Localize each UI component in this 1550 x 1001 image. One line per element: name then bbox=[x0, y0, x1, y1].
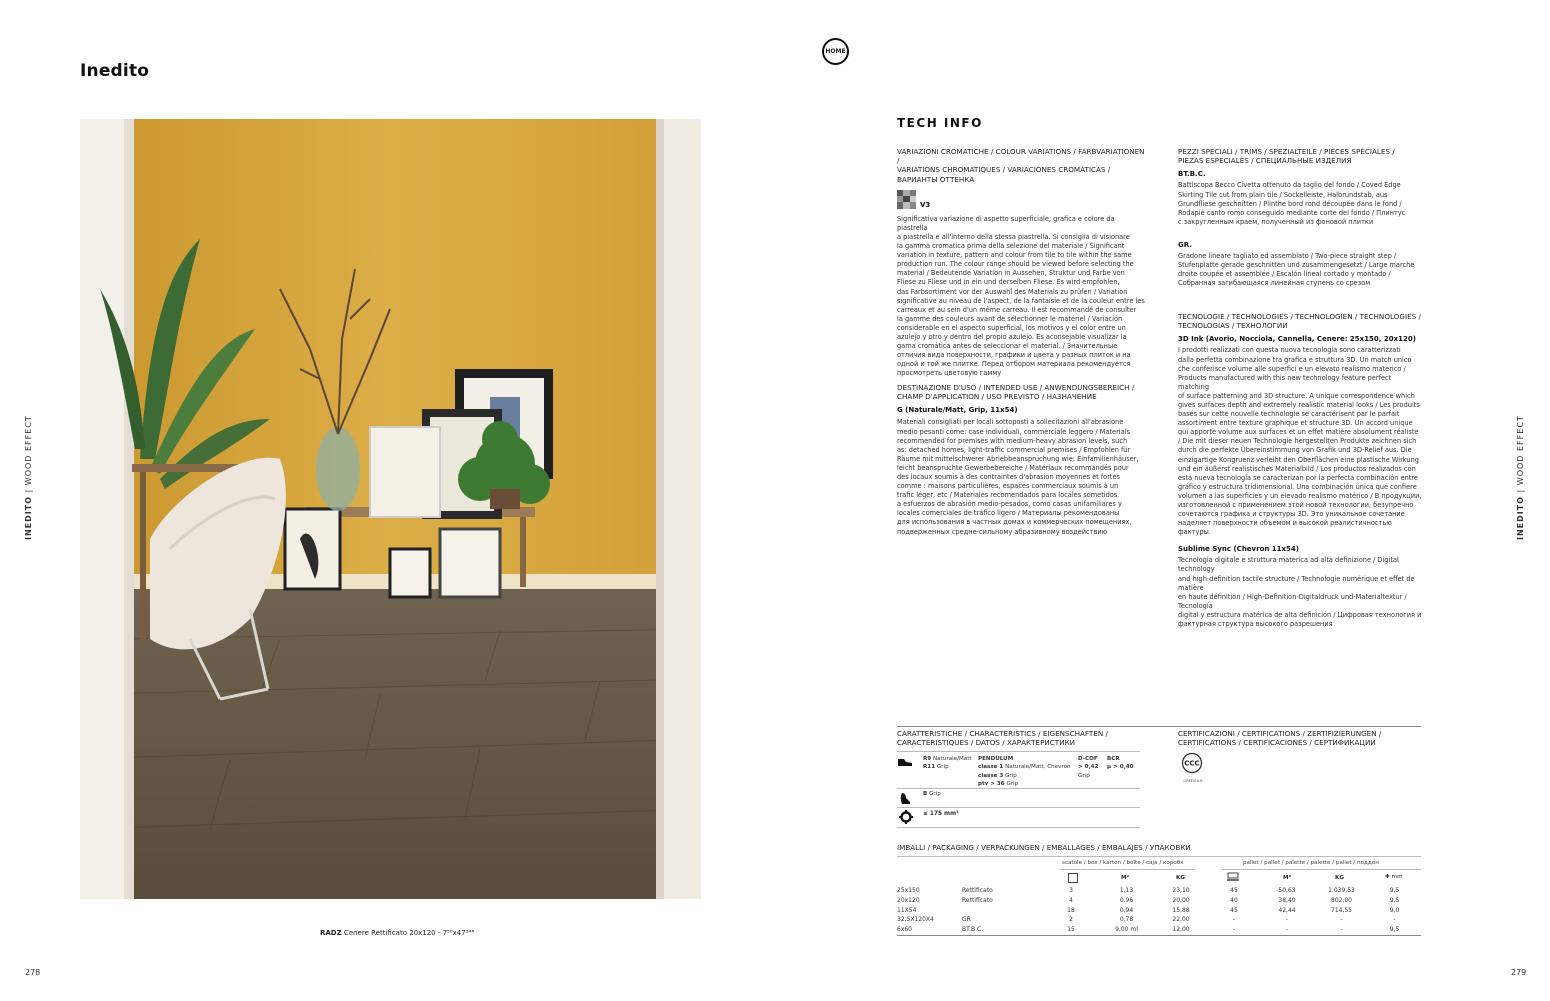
table-row bbox=[897, 896, 1421, 906]
side-label-bold: INEDITO bbox=[24, 495, 33, 540]
body-line: a piastrella e all'interno della stessa piastrella. Si consiglia di visionare bbox=[897, 233, 1130, 241]
packaging-pallet-group: pallet / pallet / palette / palette / pallet / поддон bbox=[1243, 860, 1379, 866]
table-cell: 15,88 bbox=[1172, 906, 1190, 914]
characteristics-rule bbox=[897, 788, 1140, 789]
body-line: наделяет поверхности объемом и высокой реалистичностью фактуры. bbox=[1178, 519, 1392, 537]
table-cell: 11X54 bbox=[897, 906, 917, 914]
dcof-label: D-COF bbox=[1078, 756, 1098, 762]
technology-description bbox=[1178, 346, 1423, 537]
table-row bbox=[897, 915, 1421, 925]
header-line: DESTINAZIONE D'USO / INTENDED USE / ANWENDUNGSBEREICH / bbox=[897, 383, 1135, 392]
header-line: CERTIFICAZIONI / CERTIFICATIONS / ZERTIFIZIERUNGEN / bbox=[1178, 729, 1382, 738]
table-cell: 42,44 bbox=[1278, 906, 1296, 914]
body-line: einzigartige Kongruenz verleiht den Oberflächen eine plastische Wirkung bbox=[1178, 455, 1419, 464]
body-line: Rodapié canto romo conseguido mediante corte del fondo / Плинтус bbox=[1178, 208, 1406, 217]
table-cell: GR bbox=[962, 916, 971, 924]
body-line: gráfico y estructura tridimensional. Una combinación única que confiere bbox=[1178, 482, 1417, 491]
table-cell: 4 bbox=[1069, 897, 1073, 905]
table-cell: 1,13 bbox=[1119, 887, 1134, 895]
certifications-header bbox=[1178, 729, 1423, 747]
body-line: отличия вида поверхности, графики и цвета у разных плиток и на bbox=[897, 351, 1131, 360]
body-line: locales comerciales de tráfico ligero / Материалы рекомендованы bbox=[897, 509, 1120, 518]
body-line: basés sur cette nouvelle technologie se caractérisent par le parfait bbox=[1178, 410, 1400, 419]
table-cell: 9,5 bbox=[1389, 887, 1400, 895]
body-line: Grundfliese geschnitten / Plinthe bord rond découpée dans le fond / bbox=[1178, 199, 1402, 208]
body-line: Products manufactured with this new technology feature perfect matching bbox=[1178, 373, 1392, 391]
body-line: gama cromática antes de seleccionar el material. / Значительные bbox=[897, 342, 1118, 351]
table-cell: 6x60 bbox=[897, 926, 913, 934]
trim-code: GR. bbox=[1178, 240, 1192, 249]
table-row bbox=[897, 905, 1421, 915]
body-line: en haute définition / High-Definition-Digitaldruck und-Materialtextur / Tecnología bbox=[1178, 592, 1407, 610]
body-line: Significativa variazione di aspetto superficiale, grafica e colore da piastrella bbox=[897, 214, 1115, 232]
pallet-m2-header: M² bbox=[1283, 875, 1292, 881]
table-cell: - bbox=[1232, 926, 1236, 934]
characteristics-rule bbox=[897, 807, 1140, 808]
classe3-note: Grip bbox=[1005, 772, 1017, 779]
table-cell: - bbox=[1340, 926, 1343, 934]
table-cell: 18 bbox=[1067, 906, 1075, 914]
body-line: qui apporte volume aux surfaces et un effet matière absolument réaliste bbox=[1178, 428, 1419, 437]
room-illustration bbox=[80, 119, 701, 899]
header-line: CERTIFICATIONS / CERTIFICACIONES / СЕРТИФИКАЦИИ bbox=[1178, 738, 1376, 748]
ccc-certification-icon bbox=[1178, 753, 1206, 775]
body-line: trafic léger, etc / Materiales recomendados para locales sometidos bbox=[897, 491, 1118, 500]
slip-resistance-row bbox=[897, 755, 1140, 789]
body-line: significative au niveau de l'aspect, de la fantaisie et de la couleur entre les bbox=[897, 296, 1145, 305]
tech-info-title: TECH INFO bbox=[897, 116, 983, 130]
body-line: подверженных средне-сильному абразивному воздействию bbox=[897, 527, 1108, 536]
color-variation-body bbox=[897, 215, 1147, 379]
pendulum-values bbox=[978, 755, 1071, 788]
table-cell: - bbox=[1340, 916, 1343, 924]
trim-code: BT.B.C. bbox=[1178, 170, 1206, 179]
table-row bbox=[897, 925, 1421, 935]
interior-photo bbox=[80, 119, 701, 899]
header-line: ВАРИАНТЫ ОТТЕНКА bbox=[897, 174, 975, 184]
table-cell: 32,5X120X4 bbox=[897, 916, 934, 924]
bcr-value: μ > 0,40 bbox=[1107, 764, 1134, 771]
body-line: recommended for premises with medium-heavy abrasion levels, such bbox=[897, 436, 1128, 445]
body-line: digital y estructura matérica de alta definición / Цифровая технология и bbox=[1178, 610, 1422, 619]
characteristics-rule bbox=[897, 827, 1140, 828]
characteristics-section bbox=[897, 729, 1140, 747]
r11-value: R11 bbox=[923, 764, 936, 771]
body-line: a esfuerzos de abrasión medio-pesados, como casas unifamiliares y bbox=[897, 500, 1122, 509]
body-line: das Farbsortiment vor der Auswahl des Materials zu prüfen / Variation bbox=[897, 287, 1128, 296]
variation-code-row bbox=[897, 190, 1147, 209]
header-line: PEZZI SPECIALI / TRIMS / SPEZIALTEILE / PIÈCES SPÉCIALES / bbox=[1178, 147, 1395, 156]
variation-swatch-icon bbox=[897, 190, 916, 209]
packaging-group-rule bbox=[1222, 869, 1421, 870]
body-line: che conferisce volume alle superfici e un elevato realismo materico / bbox=[1178, 364, 1406, 373]
dcof-value: > 0,42 bbox=[1078, 764, 1099, 771]
side-label-rest: | WOOD EFFECT bbox=[1516, 415, 1525, 496]
body-line: of surface patterning and 3D structure. A unique correspondence which bbox=[1178, 391, 1415, 400]
header-line: VARIATIONS CHROMATIQUES / VARIACIONES CROMÁTICAS / bbox=[897, 165, 1111, 175]
body-line: des locaux soumis à des contraintes d'abrasion moyennes et fortes bbox=[897, 472, 1120, 481]
body-line: I prodotti realizzati con questa nuova tecnologia sono caratterizzati bbox=[1178, 346, 1401, 355]
packaging-box-group: scatole / box / karton / boîte / caja / коробк bbox=[1062, 860, 1184, 866]
trims-header bbox=[1178, 147, 1423, 165]
body-line: comme : maisons particulières, espaces commerciaux soumis à un bbox=[897, 482, 1119, 491]
body-line: Räume mit mittelschwerer Abriebbeanspruchung wie: Einfamilienhäuser, bbox=[897, 454, 1139, 463]
intended-use-sub: G (Naturale/Matt, Grip, 11x54) bbox=[897, 406, 1018, 415]
table-cell: BT.B.C. bbox=[962, 926, 984, 934]
table-cell: 9,0 bbox=[1389, 906, 1400, 914]
technology-description bbox=[1178, 556, 1423, 629]
body-line: gives surfaces depth and extremely realistic material looks / Les produits bbox=[1178, 400, 1420, 409]
table-cell: 0,94 bbox=[1119, 906, 1134, 914]
box-m2-header: M² bbox=[1121, 875, 1130, 881]
box-kg-header: KG bbox=[1176, 875, 1185, 881]
color-variation-section bbox=[897, 147, 1147, 379]
table-cell: - bbox=[1285, 926, 1289, 934]
table-cell: 3 bbox=[1069, 887, 1073, 895]
packaging-bottom-rule bbox=[897, 935, 1421, 936]
thickness-unit: mm bbox=[1391, 874, 1403, 880]
body-line: la gamma cromatica prima della selezione del materiale / Significant bbox=[897, 242, 1125, 251]
body-line: для использования в частных домах и коммерческих помещениях, bbox=[897, 518, 1132, 527]
characteristics-rule bbox=[897, 751, 1140, 752]
ptv-value: ptv > 36 bbox=[978, 780, 1005, 787]
right-side-label bbox=[1516, 415, 1525, 540]
body-line: medio pesanti come: case individuali, commerciale leggero / Materials bbox=[897, 427, 1130, 436]
technology-title: 3D Ink (Avorio, Nocciola, Cannella, Cenere: 25x150, 20x120) bbox=[1178, 335, 1416, 344]
header-line: CARATTERISTICHE / CHARACTERISTICS / EIGENSCHAFTEN / bbox=[897, 729, 1108, 738]
table-cell: 0,78 bbox=[1119, 916, 1134, 924]
body-line: azulejo y otro y dentro del propio azulejo. Es aconsejable visualizar la bbox=[897, 333, 1127, 342]
packaging-header: IMBALLI / PACKAGING / VERPACKUNGEN / EMBALLAGES / EMBALAJES / УПАКОВКИ bbox=[897, 843, 1191, 852]
body-line: сочетаются графика и структуры 3D. Это уникальное сочетание bbox=[1178, 510, 1405, 519]
table-cell: 714,55 bbox=[1331, 906, 1352, 914]
body-line: volumen a las superficies y un elevado realismo matérico / В продукции, bbox=[1178, 491, 1422, 500]
packaging-table bbox=[897, 886, 1421, 934]
classe3-value: classe 3 bbox=[978, 772, 1004, 779]
caption-text: Cenere Rettificato 20x120 - 7⁵⁰x47²⁴" bbox=[341, 929, 475, 937]
r-values bbox=[923, 755, 972, 772]
body-line: с закругленным краем, полученный из фоновой плитки bbox=[1178, 217, 1374, 226]
table-row bbox=[897, 886, 1421, 896]
body-line: material / Bedeutende Variation in Aussehen, Struktur und Farbe von bbox=[897, 269, 1125, 278]
gear-icon bbox=[899, 810, 913, 824]
table-cell: - bbox=[1232, 916, 1236, 924]
body-line: und ein äußerst realistisches Materialbild / Los productos realizados con bbox=[1178, 464, 1416, 473]
abrasion-row bbox=[897, 809, 1140, 826]
intended-use-section bbox=[897, 383, 1147, 537]
table-cell: 25x150 bbox=[897, 887, 920, 895]
certification-logo-text: GREEN A.B bbox=[1183, 779, 1203, 784]
trim-description bbox=[1178, 252, 1423, 288]
packaging-group-rule bbox=[1060, 869, 1195, 870]
r9-note: Naturale/Matt bbox=[932, 756, 972, 762]
barefoot-note: Grip bbox=[929, 791, 941, 797]
body-line: Gradone lineare tagliato ed assemblato / Two-piece straight step / bbox=[1178, 251, 1397, 260]
ptv-note: Grip bbox=[1006, 780, 1019, 787]
body-line: considerable en el aspecto superficial, los motivos y el color entre un bbox=[897, 323, 1126, 332]
body-line: Собранная загибающаяся линейная ступень со срезом bbox=[1178, 279, 1371, 288]
body-line: изготовленной с применением этой новой технологии, безупречно bbox=[1178, 501, 1414, 509]
technologies-section bbox=[1178, 312, 1423, 629]
body-line: assortiment entre texture graphique et structure 3D. Un accord unique bbox=[1178, 419, 1413, 428]
packaging-column-headers bbox=[897, 872, 1421, 884]
page-title: Inedito bbox=[80, 61, 150, 81]
header-line: CARACTÉRISTIQUES / DATOS / ХАРАКТЕРИСТИКИ bbox=[897, 738, 1076, 748]
classe1-value: classe 1 bbox=[978, 764, 1004, 771]
table-cell: 9,5 bbox=[1389, 926, 1400, 934]
body-line: and high-definition tactile structure / Technologie numérique et effet de matière bbox=[1178, 574, 1415, 592]
variation-code: V3 bbox=[920, 200, 931, 209]
color-variation-header bbox=[897, 147, 1147, 184]
table-cell bbox=[962, 905, 1042, 915]
svg-text:CCC: CCC bbox=[1184, 759, 1200, 768]
technologies-header bbox=[1178, 312, 1423, 330]
barefoot-code: B bbox=[923, 791, 928, 797]
table-cell: 45 bbox=[1230, 887, 1238, 895]
table-cell: 15 bbox=[1067, 926, 1075, 934]
technology-title: Sublime Sync (Chevron 11x54) bbox=[1178, 545, 1299, 554]
home-button[interactable]: HOME bbox=[822, 38, 849, 65]
body-line: Tecnologia digitale e struttura materica ad alta definizione / Digital technology bbox=[1178, 556, 1399, 574]
header-line: VARIAZIONI CROMATICHE / COLOUR VARIATIONS / FARBVARIATIONEN / bbox=[897, 147, 1145, 166]
table-cell: 1.039,53 bbox=[1328, 887, 1355, 895]
table-cell: 20x120 bbox=[897, 897, 920, 905]
table-cell: Rettificato bbox=[962, 897, 993, 905]
table-cell: 20,00 bbox=[1172, 897, 1190, 905]
table-cell: 40 bbox=[1230, 897, 1238, 905]
body-line: variation in texture, pattern and colour from tile to tile within the same bbox=[897, 251, 1132, 260]
body-line: одной и той же плитке. Перед отбором материала рекомендуется bbox=[897, 360, 1131, 369]
table-cell: - bbox=[1393, 916, 1396, 924]
side-label-bold: INEDITO bbox=[1516, 495, 1525, 540]
left-side-label bbox=[24, 415, 33, 540]
table-cell: 22,00 bbox=[1172, 916, 1190, 924]
r11-note: Grip bbox=[936, 764, 949, 771]
box-icon bbox=[1068, 873, 1078, 883]
characteristics-top-rule bbox=[897, 726, 1421, 727]
table-cell: 9,5 bbox=[1389, 897, 1400, 905]
body-line: Materiali consigliati per locali sottoposti a sollecitazioni all'abrasione bbox=[897, 418, 1124, 427]
left-page-number: 278 bbox=[25, 968, 41, 977]
certification-logo bbox=[1178, 753, 1208, 783]
table-cell: 45 bbox=[1230, 906, 1238, 914]
body-line: Fliese zu Fliese und in ein und derselben Fliese. Es wird empfohlen, bbox=[897, 278, 1120, 287]
header-line: PIEZAS ESPECIALES / СПЕЦИАЛЬНЫЕ ИЗДЕЛИЯ bbox=[1178, 156, 1352, 166]
pendulum-label: PENDULUM bbox=[978, 756, 1014, 762]
table-cell: 9,00 ml bbox=[1115, 926, 1138, 934]
table-cell: - bbox=[1285, 916, 1289, 924]
body-line: esta nueva tecnología se caracterizan por la perfecta combinación entre bbox=[1178, 473, 1418, 482]
certifications-section bbox=[1178, 729, 1423, 783]
packaging-rule bbox=[897, 856, 1421, 857]
side-label-rest: | WOOD EFFECT bbox=[24, 415, 33, 496]
dcof-note: Grip bbox=[1078, 772, 1090, 779]
table-cell: 50,63 bbox=[1278, 887, 1296, 895]
table-cell: 0,96 bbox=[1119, 897, 1134, 905]
body-line: leicht beanspruchte Gewerbebereiche / Matériaux recommandés pour bbox=[897, 463, 1129, 472]
body-line: / Die mit dieser neuen Technologie hergestellten Produkte zeichnen sich bbox=[1178, 437, 1417, 446]
header-line: TECNOLOGIE / TECHNOLOGIES / TECHNOLOGIEN / TECHNOLOGIES / bbox=[1178, 312, 1421, 321]
bcr-label: BCR bbox=[1107, 756, 1120, 762]
foot-icon bbox=[899, 792, 911, 805]
table-cell: Rettificato bbox=[962, 887, 993, 895]
body-line: Skirting Tile cut from plain tile / Sockelleiste, Halbrundstab, aus bbox=[1178, 190, 1388, 199]
body-line: production run. The colour range should be viewed before selecting the bbox=[897, 260, 1134, 269]
pallet-icon bbox=[1227, 872, 1239, 882]
table-cell: 802,00 bbox=[1331, 897, 1352, 905]
abrasion-value: ≤ 175 mm³ bbox=[923, 811, 959, 817]
r9-value: R9 bbox=[923, 756, 932, 762]
characteristics-header bbox=[897, 729, 1140, 747]
caption-code: RADZ bbox=[320, 929, 342, 937]
dcof-values bbox=[1078, 755, 1098, 780]
body-line: dalla perfetta combinazione tra grafica e struttura 3D. Un match unico bbox=[1178, 355, 1412, 364]
body-line: carreaux et au sein d'un même carreau. Il est recommandé de consulter bbox=[897, 305, 1137, 314]
table-cell: 12,00 bbox=[1172, 926, 1190, 934]
body-line: просмотреть цветовую гамму bbox=[897, 369, 1002, 378]
header-line: CHAMP D'APPLICATION / USO PREVISTO / НАЗНАЧЕНИЕ bbox=[897, 392, 1097, 402]
table-cell: 2 bbox=[1069, 916, 1073, 924]
body-line: Stufenplatte gerade geschnitten und zusammengesetzt / Large marche bbox=[1178, 260, 1415, 269]
body-line: Battiscopa Becco Civetta ottenuto da taglio del fondo / Coved Edge bbox=[1178, 181, 1401, 190]
header-line: TECNOLOGÍAS / ТЕХНОЛОГИИ bbox=[1178, 321, 1288, 331]
bcr-values bbox=[1107, 755, 1134, 772]
trim-description bbox=[1178, 181, 1423, 226]
intended-use-header bbox=[897, 383, 1147, 401]
table-cell: 38,40 bbox=[1278, 897, 1296, 905]
intended-use-body bbox=[897, 418, 1147, 536]
body-line: фактурная структура высокого разрешения bbox=[1178, 620, 1333, 629]
photo-caption bbox=[320, 929, 475, 937]
thickness-header bbox=[1385, 874, 1403, 880]
pallet-kg-header: KG bbox=[1335, 875, 1344, 881]
trims-section bbox=[1178, 147, 1423, 288]
barefoot-row bbox=[897, 790, 1140, 807]
body-line: durch die perfekte Übereinstimmung von Grafik und 3D-Relief aus. Die bbox=[1178, 446, 1412, 455]
classe1-note: Naturale/Matt, Chevron bbox=[1005, 764, 1071, 771]
table-cell: 23,10 bbox=[1172, 887, 1190, 895]
packaging-table-wrap bbox=[897, 886, 1421, 934]
body-line: as: detached homes, light-traffic commercial premises / Empfohlen für bbox=[897, 445, 1131, 454]
right-page-number: 279 bbox=[1511, 968, 1527, 977]
shoe-icon bbox=[897, 757, 913, 767]
body-line: droite coupée et assemblée / Escalón lineal cortado y montado / bbox=[1178, 270, 1391, 279]
body-line: la gamme des couleurs avant de sélectionner le matériel / Variación bbox=[897, 314, 1123, 323]
thickness-icon: ✚ bbox=[1385, 874, 1390, 880]
